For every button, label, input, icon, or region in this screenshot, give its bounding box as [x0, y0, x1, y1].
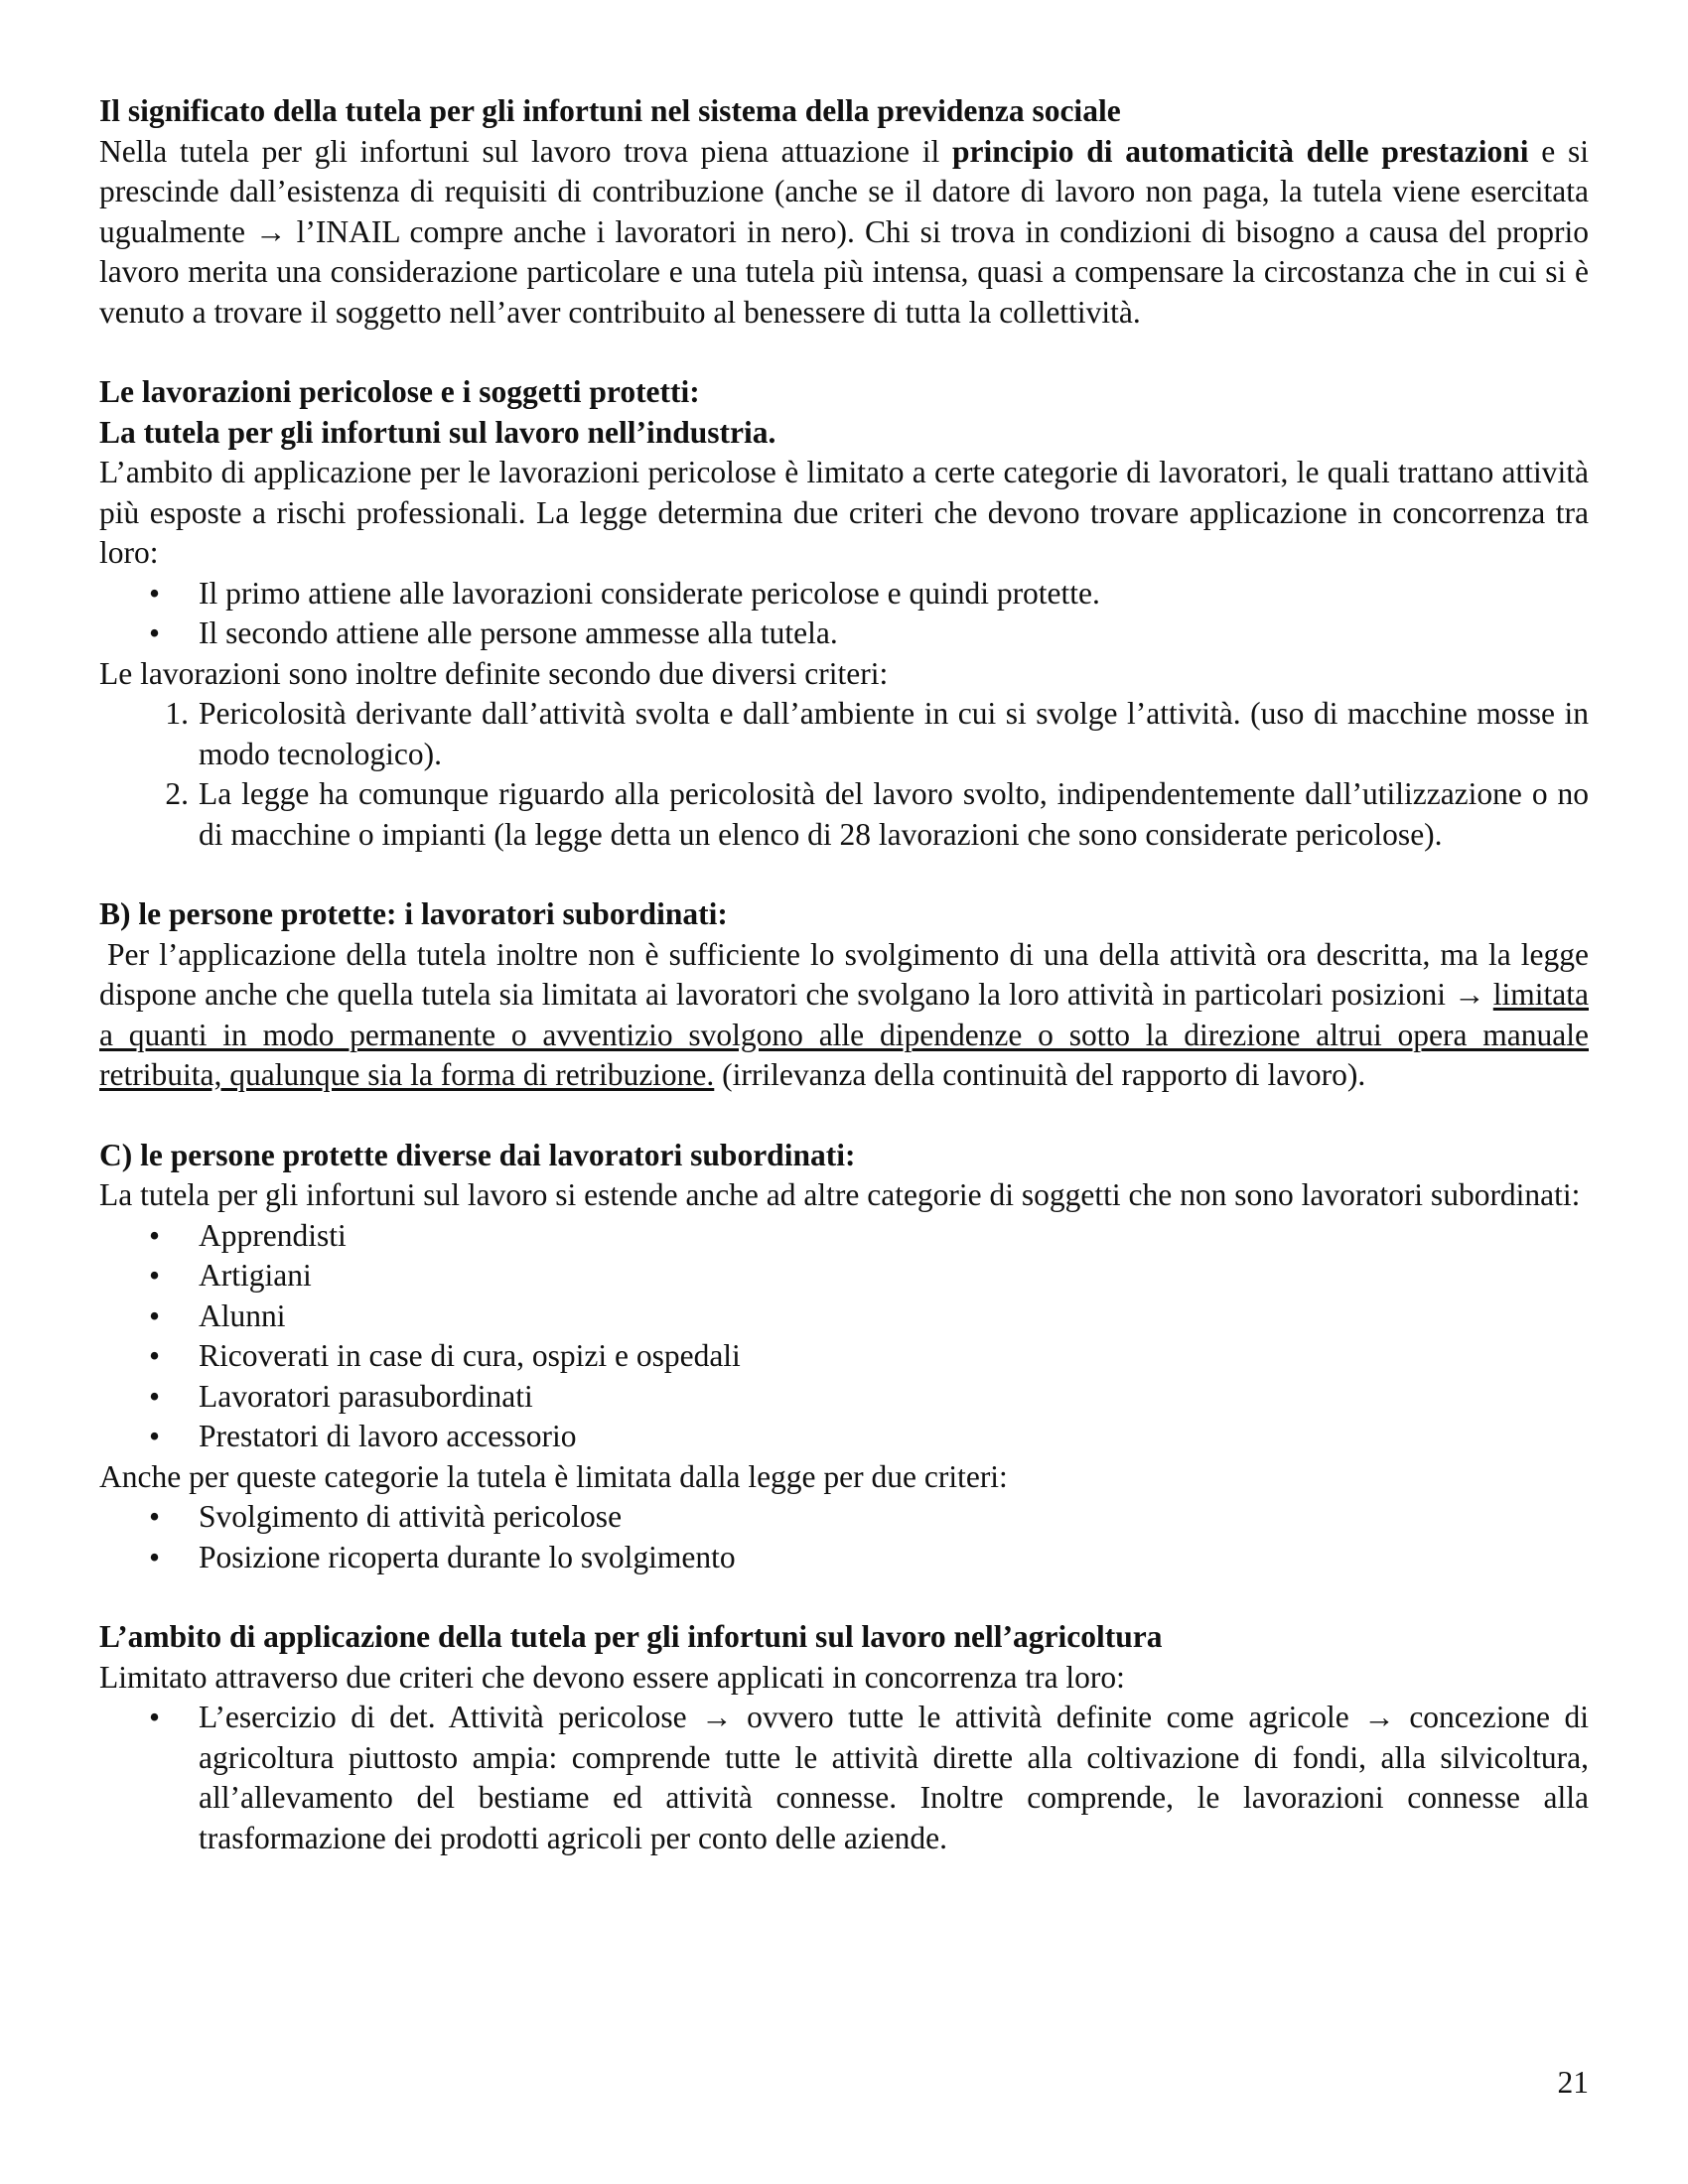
page-number: 21 — [1557, 2065, 1589, 2100]
list-item-text: Il secondo attiene alle persone ammesse alla tutela. — [199, 615, 838, 650]
list-number: 1. — [165, 696, 189, 731]
list-item-text: Alunni — [199, 1297, 286, 1333]
list-item — [99, 1216, 1589, 1257]
section-heading-lavorazioni: Le lavorazioni pericolose e i soggetti protetti: — [99, 374, 700, 409]
list-item — [99, 1417, 1589, 1457]
list-item — [99, 1377, 1589, 1418]
bullet-icon: • — [149, 1297, 161, 1333]
section-heading-subordinati: B) le persone protette: i lavoratori subordinati: — [99, 896, 728, 931]
section-subheading-industria: La tutela per gli infortuni sul lavoro nell’industria. — [99, 414, 776, 450]
spacer — [99, 1577, 1589, 1617]
list-item-text: Svolgimento di attività pericolose — [199, 1499, 623, 1534]
section-heading-non-subordinati: C) le persone protette diverse dai lavoratori subordinati: — [99, 1137, 856, 1172]
list-item-text: Pericolosità derivante dall’attività svolta e dall’ambiente in cui si svolge l’attività. (uso di macchine mosse in modo tecnologico). — [199, 696, 1589, 771]
list-item — [99, 1256, 1589, 1297]
list-item — [99, 614, 1589, 654]
list-item-text: Posizione ricoperta durante lo svolgimento — [199, 1539, 736, 1574]
paragraph-due-criteri: Anche per queste categorie la tutela è limitata dalla legge per due criteri: — [99, 1458, 1008, 1494]
list-item — [99, 1698, 1589, 1858]
list-item — [99, 574, 1589, 614]
bullet-icon: • — [149, 1338, 161, 1373]
bullet-icon: • — [149, 1700, 161, 1734]
spacer — [99, 1096, 1589, 1136]
list-item-text: Artigiani — [199, 1258, 312, 1293]
paragraph-subordinati — [99, 935, 1589, 1096]
bullet-list-due-criteri — [99, 1497, 1589, 1577]
list-item — [99, 1336, 1589, 1377]
bullet-icon: • — [149, 1499, 161, 1534]
paragraph-ambito: L’ambito di applicazione per le lavorazioni pericolose è limitato a certe categorie di lavoratori, le quali trattano attività più esposte a rischi professionali. La legge determina due criteri che devono trovare applicazione in concorrenza tra loro: — [99, 455, 1589, 570]
paragraph-text: Per l’applicazione della tutela inoltre non è sufficiente lo svolgimento di una della attività ora descritta, ma la legge dispone anche che quella tutela sia limitata ai lavoratori che svolgano la loro attività in particolari posizioni → — [99, 936, 1589, 1012]
spacer — [99, 333, 1589, 372]
bullet-icon: • — [149, 1217, 161, 1253]
list-item — [99, 1538, 1589, 1578]
list-item-text: Ricoverati in case di cura, ospizi e ospedali — [199, 1338, 741, 1373]
bullet-icon: • — [149, 1258, 161, 1293]
bullet-icon: • — [149, 575, 161, 611]
bullet-list-agricoltura — [99, 1698, 1589, 1858]
list-item — [99, 774, 1589, 855]
bullet-icon: • — [149, 615, 161, 650]
document-page — [99, 91, 1589, 1858]
paragraph-text: e si prescinde dall’esistenza di requisiti di contribuzione (anche se il datore di lavoro non paga, la tutela viene esercitata ugualmente → l’INAIL compre anche i lavoratori in nero). Chi si trova in condizioni di bisogno a causa del proprio lavoro merita una considerazione particolare e una tutela più intensa, quasi a compensare la circostanza che in cui si è venuto a trovare il soggetto nell’aver contribuito al benessere di tutta la collettività. — [99, 133, 1589, 330]
list-item — [99, 694, 1589, 774]
list-item-text: Il primo attiene alle lavorazioni considerate pericolose e quindi protette. — [199, 575, 1100, 611]
list-item-text: Apprendisti — [199, 1217, 347, 1253]
section-heading-significato: Il significato della tutela per gli infortuni nel sistema della previdenza sociale — [99, 93, 1121, 128]
bullet-icon: • — [149, 1419, 161, 1453]
list-item — [99, 1497, 1589, 1538]
bullet-icon: • — [149, 1539, 161, 1574]
bullet-list-criteri — [99, 574, 1589, 654]
list-item-text: Lavoratori parasubordinati — [199, 1378, 533, 1414]
paragraph-text: Nella tutela per gli infortuni sul lavoro trova piena attuazione il — [99, 133, 952, 169]
list-item — [99, 1297, 1589, 1337]
paragraph-altre-categorie: La tutela per gli infortuni sul lavoro si estende anche ad altre categorie di soggetti che non sono lavoratori subordinati: — [99, 1177, 1581, 1212]
bullet-icon: • — [149, 1378, 161, 1414]
paragraph-agricoltura-intro: Limitato attraverso due criteri che devono essere applicati in concorrenza tra loro: — [99, 1659, 1125, 1695]
paragraph-automaticita — [99, 132, 1589, 334]
spacer — [99, 855, 1589, 894]
underlined-text: limitata a quanti in modo permanente o avventizio svolgono alle dipendenze o sotto la direzione altrui opera manuale retribuita, qualunque sia la forma di retribuzione. — [99, 977, 1589, 1092]
bold-term: principio di automaticità delle prestazioni — [951, 133, 1529, 169]
numbered-list-criteri — [99, 694, 1589, 855]
list-item-text: La legge ha comunque riguardo alla pericolosità del lavoro svolto, indipendentemente dall’utilizzazione o no di macchine o impianti (la legge detta un elenco di 28 lavorazioni che sono considerate pericolose). — [199, 776, 1589, 852]
bullet-list-categorie — [99, 1216, 1589, 1457]
paragraph-criteri-intro: Le lavorazioni sono inoltre definite secondo due diversi criteri: — [99, 655, 889, 691]
list-item-text: L’esercizio di det. Attività pericolose → ovvero tutte le attività definite come agricole → concezione di agricoltura piuttosto ampia: comprende tutte le attività dirette alla coltivazione di fondi, alla silvicoltura, all’allevamento del bestiame ed attività connesse. Inoltre comprende, le lavorazioni connesse alla trasformazione dei prodotti agricoli per conto delle aziende. — [199, 1700, 1589, 1855]
section-heading-agricoltura: L’ambito di applicazione della tutela per gli infortuni sul lavoro nell’agricoltura — [99, 1619, 1163, 1654]
list-item-text: Prestatori di lavoro accessorio — [199, 1419, 577, 1453]
list-number: 2. — [165, 776, 189, 811]
paragraph-text: (irrilevanza della continuità del rapporto di lavoro). — [714, 1057, 1366, 1092]
